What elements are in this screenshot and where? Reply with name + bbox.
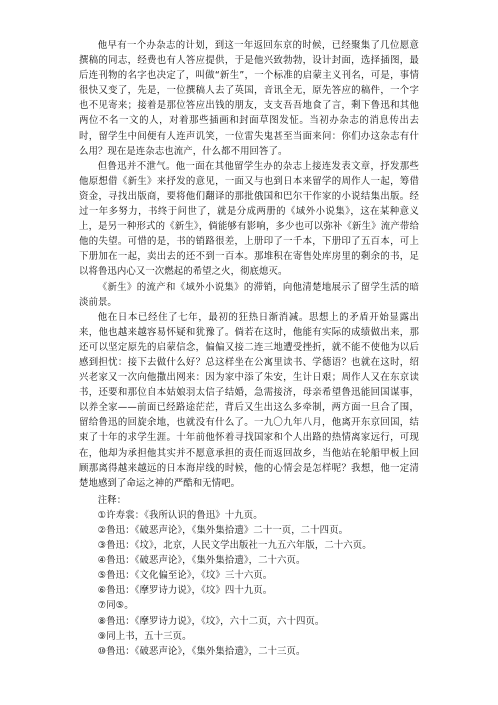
note-item-4: ④鲁迅：《破恶声论》，《集外集拾遗》，二十六页。 [97,555,306,567]
note-item-3: ③鲁迅：《坟》，北京，人民文学出版社一九五六年版，二十六页。 [97,540,372,552]
note-item-8: ⑧鲁迅：《摩罗诗力说》，《坟》，六十二页，六十四页。 [97,615,325,627]
paragraph-4: 他在日本已经住了七年，最初的狂热日渐消减。思想上的矛盾开始显露出来，他也越来越容易怀疑和犹豫了。倘若在这时，他能有实际的成绩做出来，那还可以坚定原先的启蒙信念，偏偏又接二连三地遭受挫折，就不能不使他为以后感到担忧：接下去做什么好？总这样坐在公寓里读书、学德语？也就在这时，绍兴老家又一次向他撒出网来：因为家中添了朱安，生计日艰；周作人又在东京读书，还要和那位自本姑娘羽太信子结婚，急需接济，母亲希望鲁迅能回国谋事，以养全家——前面已经路途茫茫，背后又生出这么多牵制，两方面一旦合了围，留给鲁迅的回旋余地，也就没有什么了。一九〇九年八月，他离开东京回国，结束了十年的求学生涯。十年前他怀着寻找国家和个人出路的热情离家远行，可现在，他却为承担他其实并不愿意承担的责任而返回故乡，当他站在轮船甲板上回顾那离得越来越远的日本海岸线的时候，他的心情会是怎样呢？我想，他一定清楚地感到了命运之神的严酷和无情吧。 [79,311,419,489]
paragraph-3: 《新生》的流产和《域外小说集》的滞销，向他清楚地展示了留学生活的暗淡前景。 [79,281,419,308]
paragraph-1: 他早有一个办杂志的计划，到这一年返回东京的时候，已经聚集了几位愿意撰稿的同志，经费也有人答应提供，于是他兴致勃勃，设计封面，选择插图，最后连刊物的名字也决定了，叫做“新生”，一个标准的启蒙主义刊名，可是，事情很快又变了，先是，一位撰稿人去了英国，音讯全无，原先答应的稿件，一个字也不见寄来；接着是那位答应出钱的朋友，支支吾吾地食了言，剩下鲁迅和其他两位不名一文的人，对着那些插画和封面草图发怔。当初办杂志的消息传出去时，留学生中间便有人连声讥笑，一位雷失鬼甚至当面来问：你们办这杂志有什么用？现在是连杂志也流产，什么都不用回答了。 [79,40,419,157]
note-item-2: ②鲁迅：《破恶声论》，《集外集拾遗》二十一页，二十四页。 [97,525,349,536]
notes-title: 注释： [97,494,127,506]
note-item-7: ⑦同⑤。 [97,600,134,612]
paragraph-2: 但鲁迅并不泄气。他一面在其他留学生办的杂志上接连发表文章，抒发那些他原想借《新生》来抒发的意见，一面又与也到日本来留学的周作人一起，筹借资金，寻找出版商，要将他们翻译的那批俄国和巴尔干作家的小说结集出版。经过一年多努力，书终于问世了，就是分成两册的《域外小说集》，这在某种意义上，是另一种形式的《新生》，倘能够有影响，多少也可以弥补《新生》流产带给他的失望。可惜的是，书的销路很差，上册印了一千本，下册印了五百本，可上下册加在一起，卖出去的还不到一百本。那堆积在寄售处库房里的剩余的书，足以将鲁迅内心又一次燃起的希望之火，彻底熄灭。 [79,160,419,278]
note-item-9: ⑨同上书，五十三页。 [97,630,192,642]
note-item-5: ⑤鲁迅：《文化偏至论》，《坟》三十六页。 [97,570,273,582]
notes-list [79,508,419,659]
document-page [79,38,419,659]
note-item-1: ①许寿裳：《我所认识的鲁迅》十九页。 [97,509,263,521]
note-item-6: ⑥鲁迅：《摩罗诗力说》，《坟》四十九页。 [97,585,273,597]
note-item-10: ⑩鲁迅：《破恶声论》，《集外集拾遗》，二十三页。 [97,645,306,657]
